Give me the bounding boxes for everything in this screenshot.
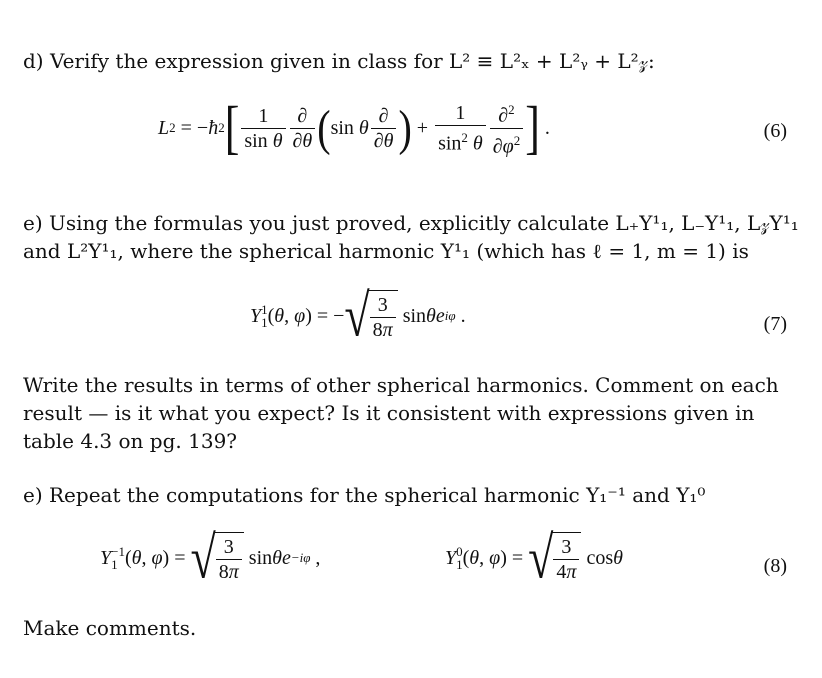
part-e-line-2: and L²Y¹₁, where the spherical harmonic Y¹₁ (which has ℓ = 1, m = 1) is [23,239,749,263]
equation-8-right: Y 0 1 ( θ , φ ) = √ $\frac{3}{4\pi}$ cos θ [445,524,623,591]
equation-8-number: (8) [763,555,787,577]
part-d-text: d) Verify the expression given in class for L² ≡ L²ₓ + L²ᵧ + L²𝓏: [23,49,655,73]
part-e-line-1: e) Using the formulas you just proved, explicitly calculate L₊Y¹₁, L₋Y¹₁, L𝓏Y¹₁ [23,211,799,235]
part-e-repeat-text: e) Repeat the computations for the spherical harmonic Y₁⁻¹ and Y₁⁰ [23,483,706,507]
results-line-2: result — is it what you expect? Is it consistent with expressions given in [23,401,755,425]
closing-text: Make comments. [23,616,197,640]
equation-6-number: (6) [763,120,787,142]
equation-8-left: Y −1 1 ( θ , φ ) = √ $\frac{3}{8\pi}$ sin θ e −iφ , [100,524,321,591]
equation-7-number: (7) [763,313,787,335]
equation-7: Y 1 1 ( θ , φ ) = − √ $\frac{3}{8\pi}$ sin θ e iφ . [250,282,466,349]
results-line-1: Write the results in terms of other spherical harmonics. Comment on each [23,373,779,397]
results-line-3: table 4.3 on pg. 139? [23,429,238,453]
equation-6: L 2 = − ħ 2 [ $\frac{1}{\text{sin θ}}$ $\frac{\partial}{\partial\theta}$ ( sin θ $\frac{\partial}{\partial\theta}$ ) + $\frac{1}{\sin^2 \theta}$ $\frac{\partial^2}{\partial\varphi^2}$ ] . [158,94,550,161]
